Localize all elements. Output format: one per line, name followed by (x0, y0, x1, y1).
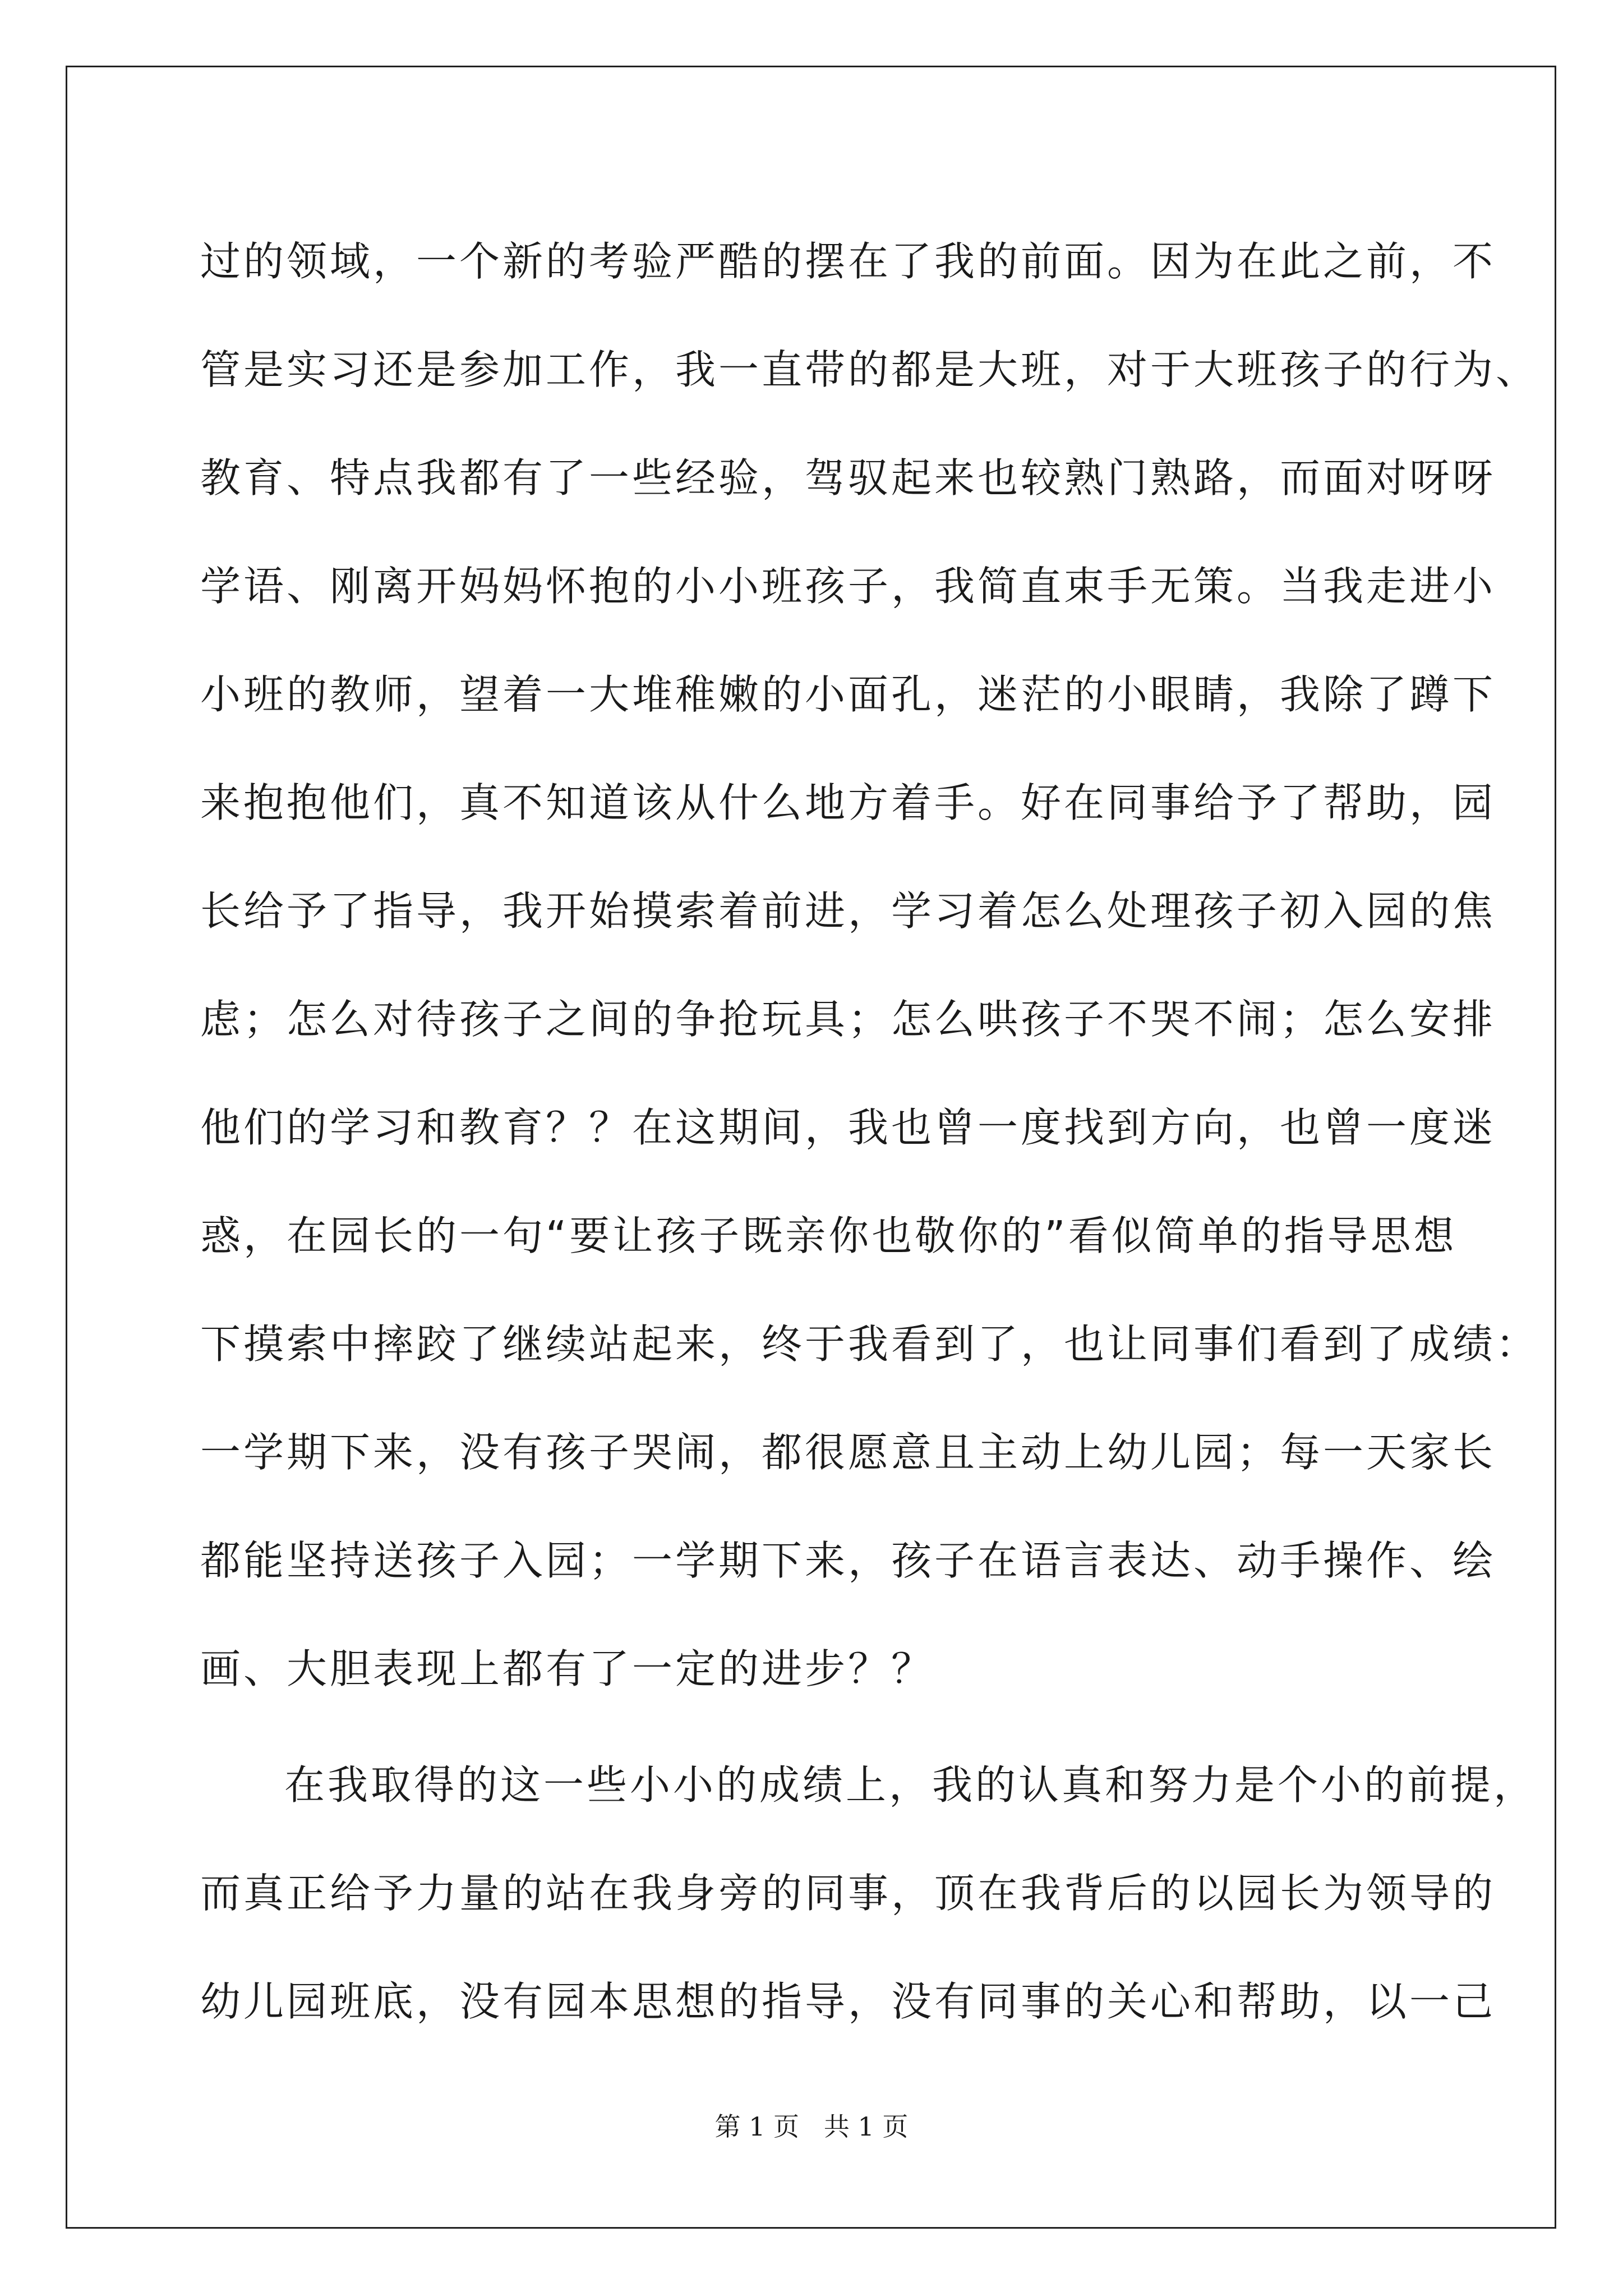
text-line: 来抱抱他们，真不知道该从什么地方着手。好在同事给予了帮助，园 (200, 779, 1496, 826)
text-line: 长给予了指导，我开始摸索着前进，学习着怎么处理孩子初入园的焦 (200, 887, 1496, 935)
text-line: 惑，在园长的一句“要让孩子既亲你也敬你的”看似简单的指导思想 (200, 1212, 1457, 1259)
text-line: 一学期下来，没有孩子哭闹，都很愿意且主动上幼儿园；每一天家长 (200, 1429, 1496, 1476)
text-line: 他们的学习和教育？？在这期间，我也曾一度找到方向，也曾一度迷 (200, 1104, 1496, 1151)
text-line: 学语、刚离开妈妈怀抱的小小班孩子，我简直束手无策。当我走进小 (200, 563, 1496, 610)
page-number-footer: 第 1 页 共 1 页 (714, 2111, 909, 2142)
text-line: 幼儿园班底，没有园本思想的指导，没有同事的关心和帮助，以一己 (200, 1978, 1496, 2025)
text-line: 教育、特点我都有了一些经验，驾驭起来也较熟门熟路，而面对呀呀 (200, 454, 1496, 501)
text-line: 小班的教师，望着一大堆稚嫩的小面孔，迷茫的小眼睛，我除了蹲下 (200, 671, 1496, 718)
document-body (200, 208, 1539, 2056)
text-line: 虑；怎么对待孩子之间的争抢玩具；怎么哄孩子不哭不闹；怎么安排 (200, 996, 1496, 1043)
paragraph-first-line: 在我取得的这一些小小的成绩上，我的认真和努力是个小的前提， (284, 1761, 1537, 1809)
text-line: 管是实习还是参加工作，我一直带的都是大班，对于大班孩子的行为、 (200, 346, 1539, 393)
text-line: 都能坚持送孩子入园；一学期下来，孩子在语言表达、动手操作、绘 (200, 1537, 1496, 1584)
text-line: 过的领域，一个新的考验严酷的摆在了我的前面。因为在此之前，不 (200, 238, 1496, 285)
text-line: 画、大胆表现上都有了一定的进步？？ (200, 1645, 935, 1692)
paragraph-gap (200, 1723, 1434, 1731)
text-line: 而真正给予力量的站在我身旁的同事，顶在我背后的以园长为领导的 (200, 1870, 1496, 1917)
text-line: 下摸索中摔跤了继续站起来，终于我看到了，也让同事们看到了成绩： (200, 1320, 1539, 1368)
